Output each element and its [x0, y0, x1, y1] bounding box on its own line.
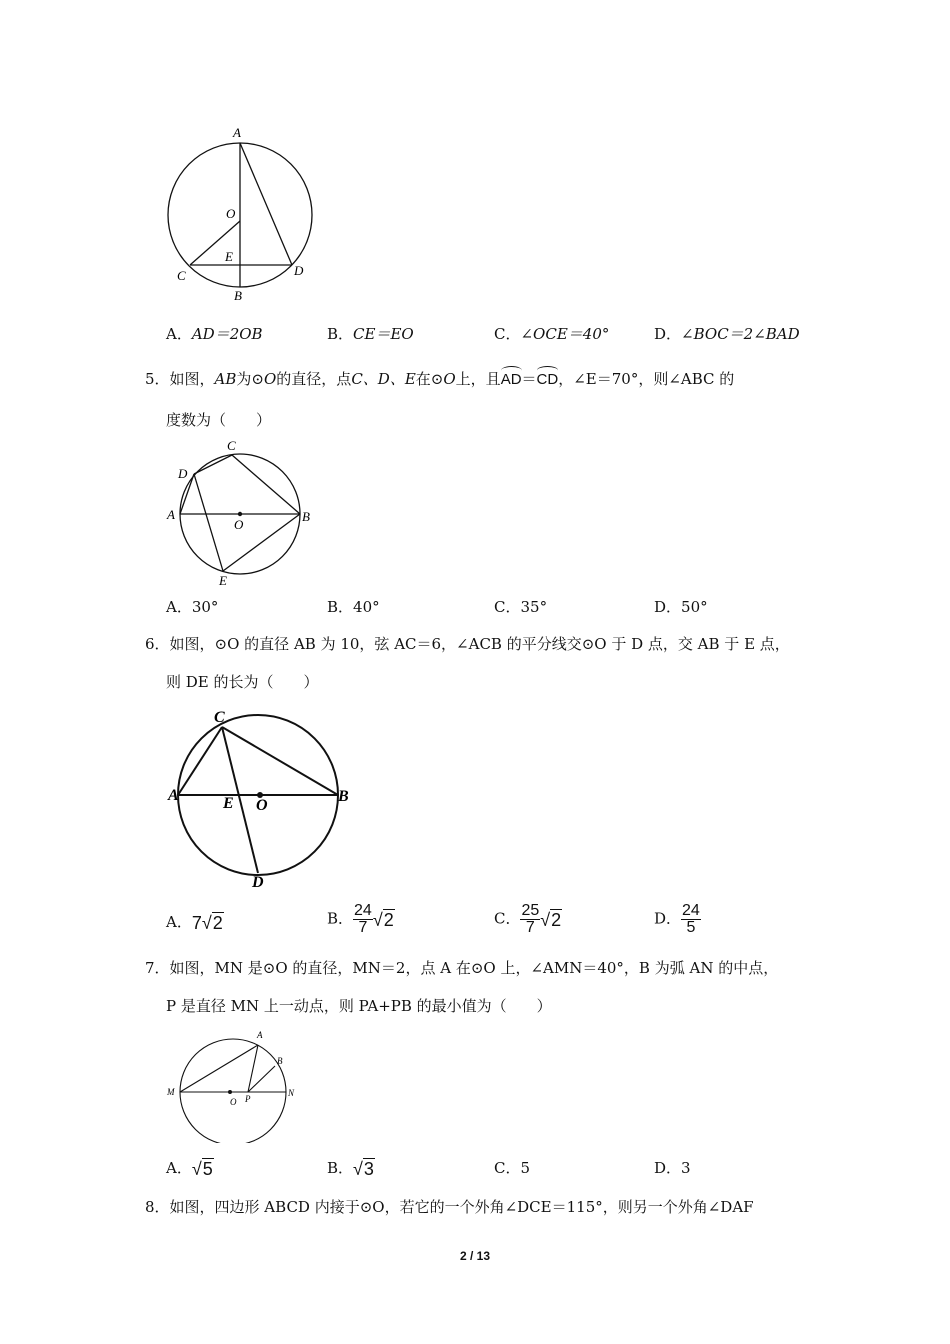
q6-label-o: O — [256, 797, 268, 814]
q6-label-e: E — [223, 795, 234, 812]
q7-label-o: O — [230, 1097, 237, 1107]
q7-label-m: M — [167, 1087, 175, 1097]
q5-stem-line1: 5．如图，AB为⊙O的直径，点C、D、E在⊙O上，且AD＝CD，∠E＝70°，则∠ABC 的 — [145, 370, 735, 388]
q5-stem-line2: 度数为（ ） — [166, 411, 272, 429]
q7-option-b[interactable]: B．√3 — [327, 1159, 374, 1179]
q6-stem-line2: 则 DE 的长为（ ） — [166, 673, 319, 691]
q7-stem-line2: P 是直径 MN 上一动点，则 PA+PB 的最小值为（ ） — [166, 997, 552, 1015]
q6-b-fraction: $\frac{24}{7}$ — [354, 902, 372, 936]
q7-figure — [160, 1028, 310, 1143]
q7-label-n: N — [288, 1088, 295, 1098]
q6-label-c: C — [214, 709, 225, 726]
q6-label-b: B — [338, 788, 349, 805]
q7-option-a[interactable]: A．√5 — [166, 1159, 213, 1179]
q6-d-fraction: $\frac{24}{5}$ — [682, 902, 700, 936]
q7-label-b: B — [277, 1056, 283, 1066]
q7-option-d[interactable]: D．3 — [654, 1159, 691, 1177]
q5-label-a: A — [167, 507, 175, 522]
q4-label-d: D — [294, 263, 304, 278]
q4-option-a[interactable]: A．AD＝2OB — [166, 325, 263, 343]
q7-label-p: P — [245, 1094, 251, 1104]
q4-figure — [160, 125, 320, 305]
q5-label-o: O — [234, 517, 244, 532]
q6-stem-line1: 6．如图，⊙O 的直径 AB 为 10，弦 AC＝6，∠ACB 的平分线交⊙O 于 D 点，交 AB 于 E 点， — [145, 635, 790, 653]
q7-stem-line1: 7．如图，MN 是⊙O 的直径，MN＝2，点 A 在⊙O 上，∠AMN＝40°，B 为弧 AN 的中点， — [145, 959, 779, 977]
q6-label-a: A — [168, 787, 179, 804]
arc-cd: CD — [536, 371, 559, 388]
q7-label-a: A — [257, 1030, 263, 1040]
q6-option-c[interactable]: C． $\frac{25}{7}$ √2 — [494, 902, 562, 936]
q5-figure — [160, 436, 320, 592]
q5-option-b[interactable]: B．40° — [327, 598, 380, 616]
q4-option-c[interactable]: C．∠OCE＝40° — [494, 325, 610, 343]
page-number: 2 / 13 — [459, 1249, 491, 1263]
q6-option-a[interactable]: A．7√2 — [166, 913, 223, 933]
q5-option-c[interactable]: C．35° — [494, 598, 548, 616]
q4-label-e: E — [225, 249, 233, 264]
q6-label-d: D — [252, 874, 264, 891]
q4-label-c: C — [177, 268, 186, 283]
q5-label-b: B — [302, 509, 310, 524]
q6-figure — [160, 705, 360, 893]
q5-label-c: C — [227, 438, 236, 453]
q5-option-d[interactable]: D．50° — [654, 598, 708, 616]
arc-ad: AD — [500, 371, 522, 388]
q4-label-b: B — [234, 288, 242, 303]
q6-option-b[interactable]: B． $\frac{24}{7}$ √2 — [327, 902, 394, 936]
q5-label-e: E — [219, 573, 227, 588]
q4-label-a: A — [233, 125, 241, 140]
q4-option-d[interactable]: D．∠BOC＝2∠BAD — [654, 325, 800, 343]
q4-option-b[interactable]: B．CE＝EO — [327, 325, 414, 343]
q5-label-d: D — [178, 466, 188, 481]
q6-option-d[interactable]: D． $\frac{24}{5}$ — [654, 902, 700, 936]
q5-option-a[interactable]: A．30° — [166, 598, 219, 616]
q6-c-fraction: $\frac{25}{7}$ — [521, 902, 540, 936]
q6-a-expr: 7√2 — [191, 913, 223, 933]
q7-option-c[interactable]: C．5 — [494, 1159, 531, 1177]
q8-stem-line1: 8．如图，四边形 ABCD 内接于⊙O，若它的一个外角∠DCE＝115°，则另一个外角∠DAF — [145, 1198, 754, 1216]
q4-label-o: O — [226, 206, 236, 221]
